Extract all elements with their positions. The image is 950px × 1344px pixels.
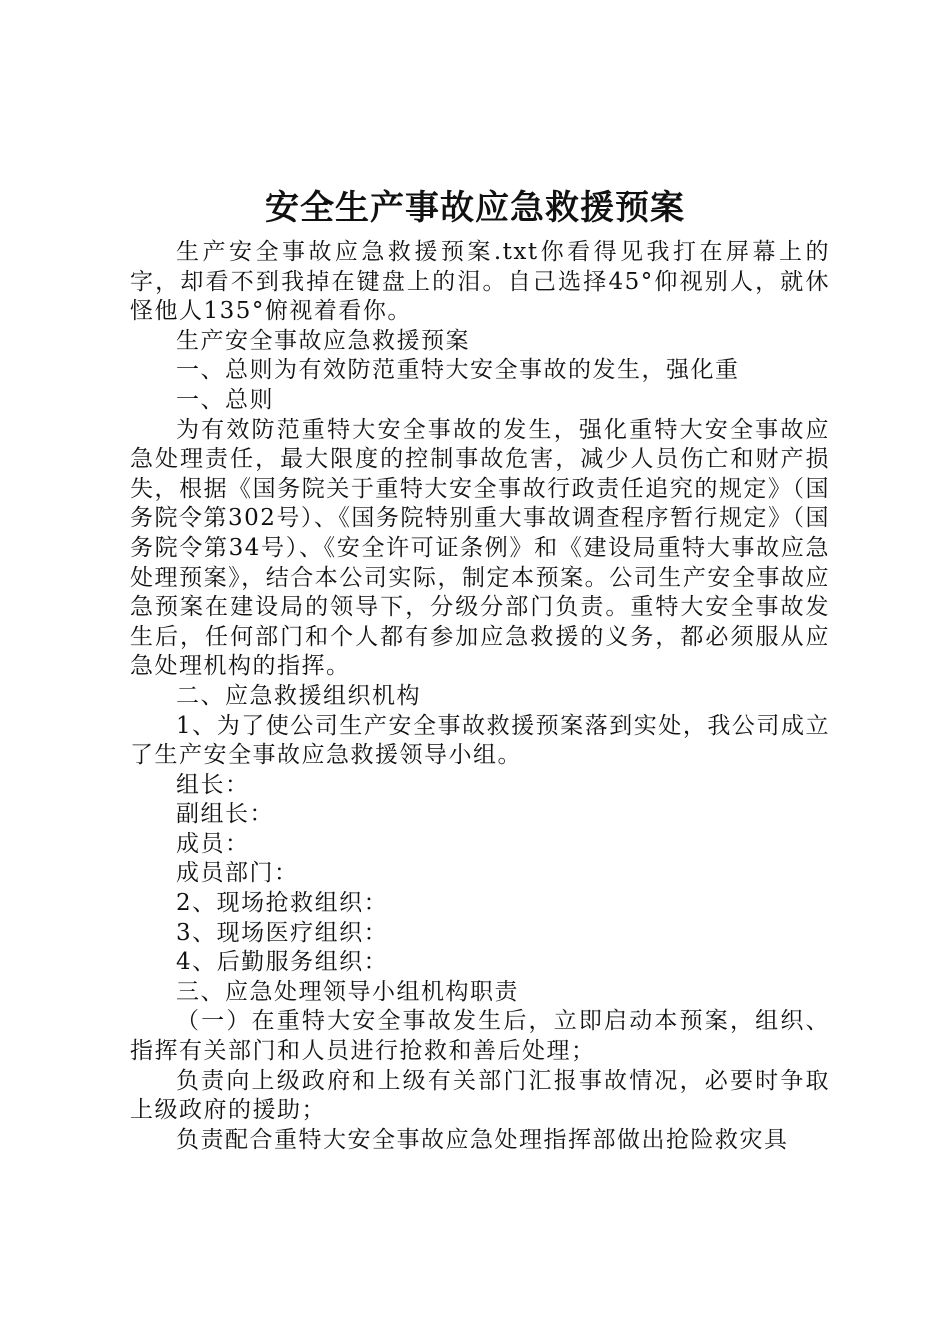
document-body — [130, 238, 830, 1155]
paragraph: 一、总则为有效防范重特大安全事故的发生，强化重 — [176, 357, 740, 384]
paragraph: 3、现场医疗组织： — [176, 919, 389, 946]
paragraph: 组长： — [176, 771, 250, 798]
paragraph: 4、后勤服务组织： — [176, 949, 389, 976]
paragraph: （一）在重特大安全事故发生后，立即启动本预案，组织、指挥有关部门和人员进行抢救和善后处理； — [130, 1008, 830, 1065]
paragraph: 负责配合重特大安全事故应急处理指挥部做出抢险救灾具 — [176, 1126, 789, 1153]
paragraph: 一、总则 — [176, 386, 274, 413]
document-title: 安全生产事故应急救援预案 — [265, 188, 685, 228]
paragraph: 成员： — [176, 830, 250, 857]
paragraph: 生产安全事故应急救援预案.txt你看得见我打在屏幕上的字，却看不到我掉在键盘上的泪。自己选择45°仰视别人，就休怪他人135°俯视着看你。 — [130, 239, 830, 325]
paragraph: 生产安全事故应急救援预案 — [176, 327, 470, 354]
paragraph: 为有效防范重特大安全事故的发生，强化重特大安全事故应急处理责任，最大限度的控制事故危害，减少人员伤亡和财产损失，根据《国务院关于重特大安全事故行政责任追究的规定》（国务院令第302号）、《国务院特别重大事故调查程序暂行规定》（国务院令第34号）、《安全许可证条例》和《建设局重特大事故应急处理预案》，结合本公司实际，制定本预案。公司生产安全事故应急预案在建设局的领导下，分级分部门负责。重特大安全事故发生后，任何部门和个人都有参加应急救援的义务，都必须服从应急处理机构的指挥。 — [130, 416, 830, 680]
paragraph: 二、应急救援组织机构 — [176, 682, 421, 709]
paragraph: 三、应急处理领导小组机构职责 — [176, 978, 519, 1005]
paragraph: 成员部门： — [176, 860, 299, 887]
paragraph: 2、现场抢救组织： — [176, 890, 389, 917]
paragraph: 副组长： — [176, 801, 274, 828]
paragraph: 负责向上级政府和上级有关部门汇报事故情况，必要时争取上级政府的援助； — [130, 1067, 830, 1124]
paragraph: 1、为了使公司生产安全事故救援预案落到实处，我公司成立了生产安全事故应急救援领导小组。 — [130, 712, 830, 769]
